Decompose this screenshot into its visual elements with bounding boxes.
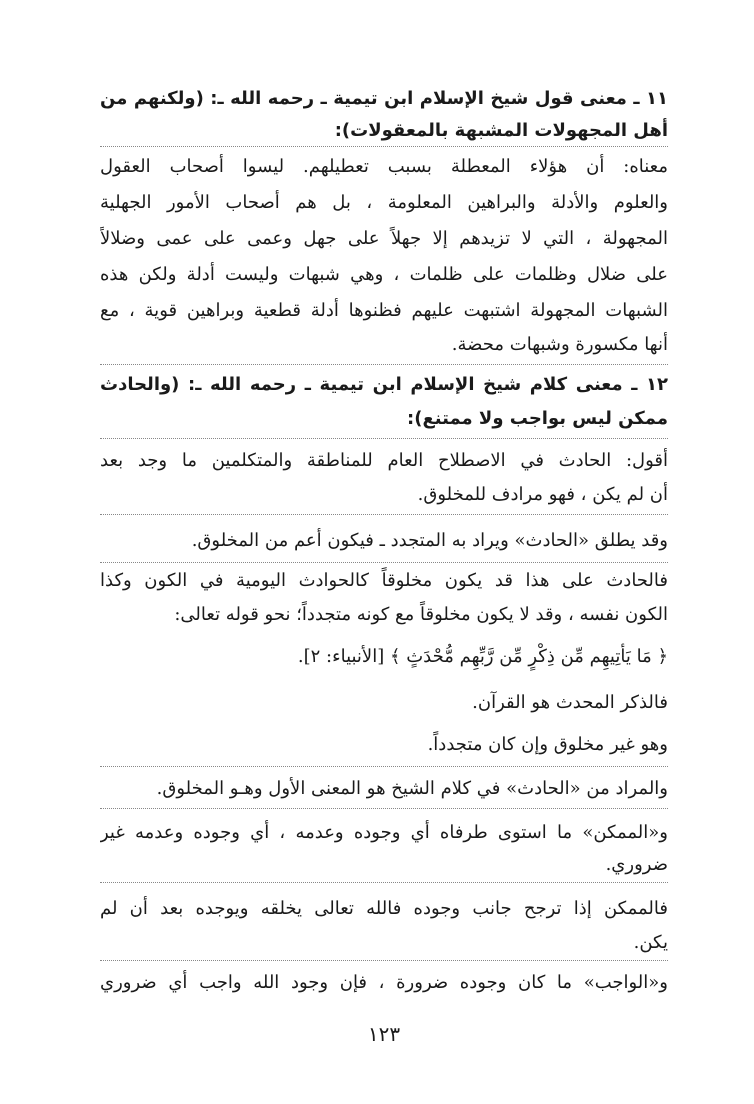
dotted-separator [100,514,668,515]
paragraph-4: فالذكر المحدث هو القرآن. [472,692,668,713]
section-11-heading-line-1: ١١ ـ معنى قول شيخ الإسلام ابن تيمية ـ رحمه الله ـ: (ولكنهم من [100,88,668,109]
paragraph-1-line-2: أن لم يكن ، فهو مرادف للمخلوق. [417,484,668,505]
section-11-body-line-2: والعلوم والأدلة والبراهين المعلومة ، بل هم أصحاب الأمور الجهلية [100,192,668,213]
section-12-heading-line-1: ١٢ ـ معنى كلام شيخ الإسلام ابن تيمية ـ رحمه الله ـ: (والحادث [100,374,668,395]
paragraph-7-line-2: ضروري. [605,854,668,875]
section-11-heading-line-2: أهل المجهولات المشبهة بالمعقولات): [334,120,668,141]
dotted-separator [100,766,668,767]
section-11-body-line-3: المجهولة ، التي لا تزيدهم إلا جهلاً على جهل وعمى على عمى وضلالاً [100,228,668,249]
paragraph-8-line-2: يكن. [633,932,668,953]
section-11-body-line-6: أنها مكسورة وشبهات محضة. [451,334,668,355]
dotted-separator [100,808,668,809]
dotted-separator [100,438,668,439]
section-11-body-line-5: الشبهات المجهولة اشتبهت عليهم فظنوها أدلة قطعية وبراهين قوية ، مع [100,300,668,321]
paragraph-5: وهو غير مخلوق وإن كان متجدداً. [427,734,668,755]
paragraph-1-line-1: أقول: الحادث في الاصطلاح العام للمناطقة والمتكلمين ما وجد بعد [100,450,668,471]
paragraph-7-line-1: و«الممكن» ما استوى طرفاه أي وجوده وعدمه ، أي وجوده وعدمه غير [100,822,668,843]
paragraph-2: وقد يطلق «الحادث» ويراد به المتجدد ـ فيكون أعم من المخلوق. [191,530,668,551]
page-number: ١٢٣ [367,1022,401,1046]
dotted-separator [100,364,668,365]
dotted-separator [100,960,668,961]
paragraph-3-line-1: فالحادث على هذا قد يكون مخلوقاً كالحوادث اليومية في الكون وكذا [100,570,668,591]
paragraph-6: والمراد من «الحادث» في كلام الشيخ هو المعنى الأول وهـو المخلوق. [156,778,668,799]
dotted-separator [100,882,668,883]
section-12-heading-line-2: ممكن ليس بواجب ولا ممتنع): [407,408,668,429]
paragraph-9: و«الواجب» ما كان وجوده ضرورة ، فإن وجود الله واجب أي ضروري [100,972,668,993]
paragraph-8-line-1: فالممكن إذا ترجح جانب وجوده فالله تعالى يخلقه ويوجده بعد أن لم [100,898,668,919]
quran-verse: ﴿ مَا يَأْتِيهِم مِّن ذِكْرٍ مِّن رَّبِّهِم مُّحْدَثٍ ﴾ [الأنبياء: ٢]. [297,646,668,667]
book-page [100,0,668,1104]
section-11-body-line-4: على ضلال وظلمات على ظلمات ، وهي شبهات وليست أدلة ولكن هذه [100,264,668,285]
dotted-separator [100,562,668,563]
section-11-body-line-1: معناه: أن هؤلاء المعطلة بسبب تعطيلهم. ليسوا أصحاب العقول [100,156,668,177]
paragraph-3-line-2: الكون نفسه ، وقد لا يكون مخلوقاً مع كونه متجدداً؛ نحو قوله تعالى: [174,604,668,625]
dotted-separator [100,146,668,147]
